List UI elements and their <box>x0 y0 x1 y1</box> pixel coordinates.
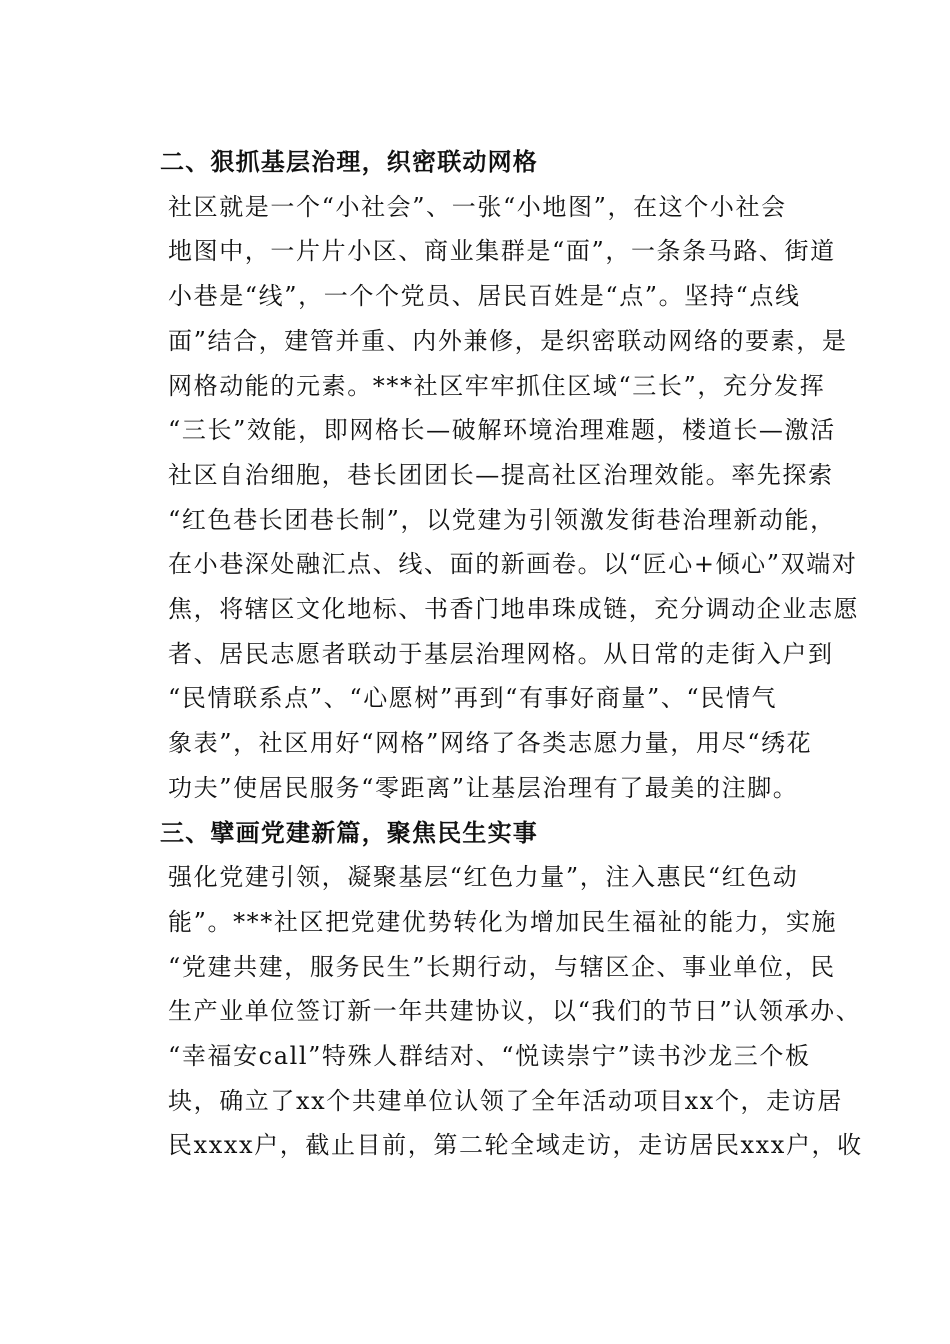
text-line: 焦，将辖区文化地标、书香门地串珠成链，充分调动企业志愿 <box>168 595 860 624</box>
text-line: 网格动能的元素。***社区牢牢抓住区域“三长”，充分发挥 <box>168 371 826 400</box>
section-heading: 二、狠抓基层治理，织密联动网格 <box>160 148 538 176</box>
text-line: 民xxxx户，截止目前，第二轮全域走访，走访居民xxx户，收 <box>168 1131 863 1160</box>
text-line: 地图中，一片片小区、商业集群是“面”，一条条马路、街道 <box>168 237 836 266</box>
text-line: 块，确立了xx个共建单位认领了全年活动项目xx个，走访居 <box>168 1086 843 1115</box>
text-line: 生产业单位签订新一年共建协议，以“我们的节日”认领承办、 <box>168 997 862 1026</box>
text-line: 功夫”使居民服务“零距离”让基层治理有了最美的注脚。 <box>168 773 799 802</box>
text-line: 小巷是“线”，一个个党员、居民百姓是“点”。坚持“点线 <box>168 282 801 311</box>
document-body <box>120 140 863 1168</box>
text-line: “幸福安call”特殊人群结对、“悦读崇宁”读书沙龙三个板 <box>168 1042 811 1071</box>
text-line: “民情联系点”、“心愿树”再到“有事好商量”、“民情气 <box>168 684 778 713</box>
text-line: “三长”效能，即网格长—破解环境治理难题，楼道长—激活 <box>168 416 836 445</box>
text-line: “红色巷长团巷长制”，以党建为引领激发街巷治理新动能， <box>168 505 836 534</box>
text-line: 能”。***社区把党建优势转化为增加民生福祉的能力，实施 <box>168 907 838 936</box>
text-line: 社区自治细胞，巷长团团长—提高社区治理效能。率先探索 <box>168 460 834 489</box>
text-line: 者、居民志愿者联动于基层治理网格。从日常的走街入户到 <box>168 639 834 668</box>
text-line: 面”结合，建管并重、内外兼修，是织密联动网络的要素，是 <box>168 326 848 355</box>
text-line: 强化党建引领，凝聚基层“红色力量”，注入惠民“红色动 <box>168 863 799 892</box>
text-line: 社区就是一个“小社会”、一张“小地图”，在这个小社会 <box>168 192 787 221</box>
body-paragraph <box>120 855 863 1168</box>
body-paragraph <box>120 185 860 811</box>
text-line: “党建共建，服务民生”长期行动，与辖区企、事业单位，民 <box>168 952 836 981</box>
section-heading: 三、擘画党建新篇，聚焦民生实事 <box>160 818 538 847</box>
text-line: 象表”，社区用好“网格”网络了各类志愿力量，用尽“绣花 <box>168 729 813 758</box>
text-line: 在小巷深处融汇点、线、面的新画卷。以“匠心+倾心”双端对 <box>168 550 858 579</box>
